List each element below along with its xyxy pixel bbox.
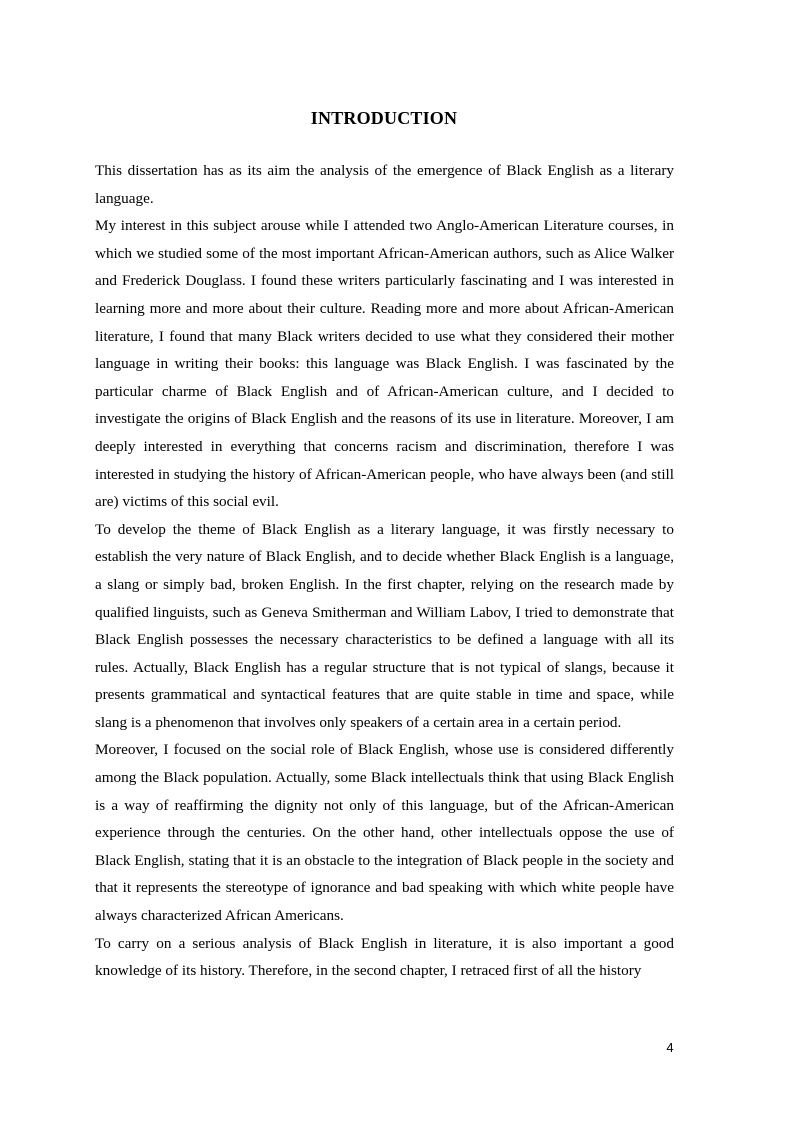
paragraph-social-role: Moreover, I focused on the social role of Black English, whose use is considered differently among the Black population. Actually, some Black intellectuals think that using Black English is a way of reaffirming the dignity not only of this language, but of the African-American experience through the centuries. On the other hand, other intellectuals oppose the use of Black English, stating that it is an obstacle to the integration of Black people in the society and that it represents the stereotype of ignorance and bad speaking with which white people have always characterized African Americans. — [95, 741, 674, 925]
paragraph-aim: This dissertation has as its aim the analysis of the emergence of Black English as a literary language. — [95, 162, 674, 207]
paragraph-second-chapter: To carry on a serious analysis of Black English in literature, it is also important a good knowledge of its history. Therefore, in the second chapter, I retraced first of all the history — [95, 934, 674, 980]
body-text — [95, 157, 674, 985]
page-title: INTRODUCTION — [310, 108, 458, 129]
paragraph-first-chapter: To develop the theme of Black English as a literary language, it was firstly necessary to establish the very nature of Black English, and to decide whether Black English is a language, a slang or simply bad, broken English. In the first chapter, relying on the research made by qualified linguists, such as Geneva Smitherman and William Labov, I tried to demonstrate that Black English possesses the necessary characteristics to be defined a language with all its rules. Actually, Black English has a regular structure that is not typical of slangs, because it presents grammatical and syntactical features that are quite stable in time and space, while slang is a phenomenon that involves only speakers of a certain area in a certain period. — [95, 520, 674, 731]
page-number: 4 — [666, 1040, 674, 1055]
paragraph-interest: My interest in this subject arouse while I attended two Anglo-American Literature courses, in which we studied some of the most important African-American authors, such as Alice Walker and Frederick Douglass. I found these writers particularly fascinating and I was interested in learning more and more about their culture. Reading more and more about African-American literature, I found that many Black writers decided to use what they considered their mother language in writing their books: this language was Black English. I was fascinated by the particular charme of Black English and of African-American culture, and I decided to investigate the origins of Black English and the reasons of its use in literature. Moreover, I am deeply interested in everything that concerns racism and discrimination, therefore I was interested in studying the history of African-American people, who have always been (and still are) victims of this social evil. — [95, 217, 674, 511]
